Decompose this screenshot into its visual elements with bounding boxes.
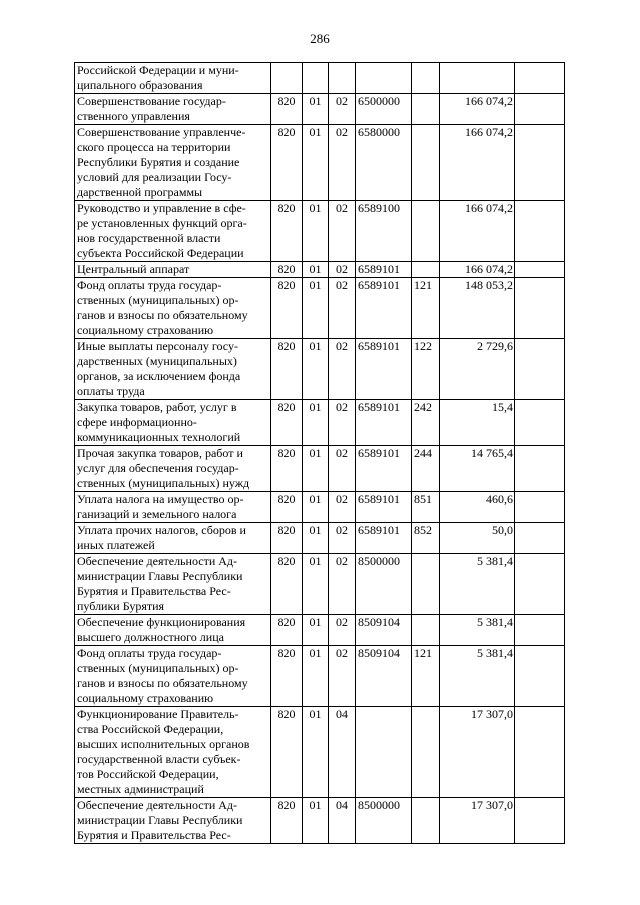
table-row [75,707,565,798]
row-ved-cell [271,63,303,94]
row-name-cell: Центральный аппарат [75,262,271,278]
row-sum-cell: 166 074,2 [440,125,515,201]
row-name-cell: Российской Федерации и муни- ципального образования [75,63,271,94]
row-extra-cell [515,278,565,339]
row-name-cell: Руководство и управление в сфе- ре установленных функций орга- нов государственной власти субъекта Российской Федерации [75,201,271,262]
row-name-cell: Иные выплаты персоналу госу- дарственных (муниципальных) органов, за исключением фонда оплаты труда [75,339,271,400]
table-row [75,554,565,615]
budget-table [74,62,565,844]
row-rz-cell: 01 [303,125,329,201]
row-pr-cell: 02 [329,262,356,278]
row-extra-cell [515,646,565,707]
table-row [75,615,565,646]
row-name-cell: Совершенствование управленче- ского процесса на территории Республики Бурятия и создание условий для реализации Госу- дарственной программы [75,125,271,201]
row-extra-cell [515,798,565,844]
row-csr-cell [356,63,412,94]
row-rz-cell: 01 [303,615,329,646]
row-name-cell: Обеспечение деятельности Ад- министрации Главы Республики Бурятия и Правительства Рес- [75,798,271,844]
row-csr-cell: 8509104 [356,615,412,646]
row-ved-cell: 820 [271,201,303,262]
row-csr-cell: 6589101 [356,523,412,554]
page-number: 286 [310,31,330,46]
row-extra-cell [515,400,565,446]
row-rz-cell: 01 [303,201,329,262]
row-sum-cell [440,63,515,94]
row-csr-cell: 6589101 [356,492,412,523]
row-rz-cell: 01 [303,278,329,339]
row-rz-cell: 01 [303,339,329,400]
row-rz-cell: 01 [303,94,329,125]
row-sum-cell: 148 053,2 [440,278,515,339]
row-csr-cell: 6589101 [356,278,412,339]
row-pr-cell: 04 [329,798,356,844]
row-csr-cell: 6500000 [356,94,412,125]
row-extra-cell [515,492,565,523]
row-pr-cell: 02 [329,201,356,262]
row-csr-cell: 6589100 [356,201,412,262]
row-extra-cell [515,63,565,94]
row-pr-cell: 02 [329,492,356,523]
row-sum-cell: 166 074,2 [440,201,515,262]
row-name-cell: Функционирование Правитель- ства Российской Федерации, высших исполнительных органов государственной власти субъек- тов Российской Федерации, местных администраций [75,707,271,798]
row-extra-cell [515,554,565,615]
row-sum-cell: 14 765,4 [440,446,515,492]
row-name-cell: Закупка товаров, работ, услуг в сфере информационно- коммуникационных технологий [75,400,271,446]
row-vr-cell: 852 [412,523,440,554]
row-csr-cell: 8500000 [356,554,412,615]
row-rz-cell: 01 [303,554,329,615]
row-sum-cell: 50,0 [440,523,515,554]
row-csr-cell: 6589101 [356,339,412,400]
table-row [75,523,565,554]
table-row [75,94,565,125]
row-vr-cell [412,554,440,615]
row-pr-cell: 04 [329,707,356,798]
row-csr-cell: 6580000 [356,125,412,201]
row-rz-cell: 01 [303,400,329,446]
row-csr-cell: 6589101 [356,400,412,446]
row-ved-cell: 820 [271,646,303,707]
row-ved-cell: 820 [271,798,303,844]
row-rz-cell: 01 [303,523,329,554]
table-row [75,125,565,201]
row-sum-cell: 17 307,0 [440,707,515,798]
row-vr-cell [412,94,440,125]
row-name-cell: Уплата налога на имущество ор- ганизаций и земельного налога [75,492,271,523]
row-csr-cell: 8509104 [356,646,412,707]
table-row [75,63,565,94]
row-name-cell: Прочая закупка товаров, работ и услуг для обеспечения государ- ственных (муниципальных) нужд [75,446,271,492]
table-body [75,63,565,844]
row-extra-cell [515,615,565,646]
row-ved-cell: 820 [271,94,303,125]
row-extra-cell [515,94,565,125]
row-sum-cell: 17 307,0 [440,798,515,844]
row-csr-cell: 6589101 [356,262,412,278]
row-sum-cell: 166 074,2 [440,94,515,125]
row-sum-cell: 5 381,4 [440,615,515,646]
row-extra-cell [515,707,565,798]
row-vr-cell: 242 [412,400,440,446]
row-ved-cell: 820 [271,339,303,400]
row-ved-cell: 820 [271,125,303,201]
row-sum-cell: 460,6 [440,492,515,523]
row-ved-cell: 820 [271,492,303,523]
row-csr-cell [356,707,412,798]
table-row [75,646,565,707]
row-vr-cell [412,615,440,646]
row-ved-cell: 820 [271,615,303,646]
row-vr-cell: 851 [412,492,440,523]
row-rz-cell: 01 [303,798,329,844]
row-rz-cell [303,63,329,94]
row-sum-cell: 2 729,6 [440,339,515,400]
row-ved-cell: 820 [271,554,303,615]
row-extra-cell [515,446,565,492]
table-row [75,262,565,278]
table-row [75,492,565,523]
row-pr-cell: 02 [329,554,356,615]
row-name-cell: Обеспечение деятельности Ад- министрации Главы Республики Бурятия и Правительства Рес- публики Бурятия [75,554,271,615]
row-sum-cell: 166 074,2 [440,262,515,278]
row-rz-cell: 01 [303,262,329,278]
row-csr-cell: 6589101 [356,446,412,492]
row-pr-cell: 02 [329,339,356,400]
table-row [75,201,565,262]
table-row [75,798,565,844]
row-ved-cell: 820 [271,400,303,446]
row-name-cell: Обеспечение функционирования высшего должностного лица [75,615,271,646]
row-pr-cell: 02 [329,125,356,201]
table-row [75,446,565,492]
row-vr-cell [412,707,440,798]
row-vr-cell: 121 [412,278,440,339]
row-vr-cell [412,201,440,262]
row-vr-cell: 244 [412,446,440,492]
row-extra-cell [515,125,565,201]
row-pr-cell [329,63,356,94]
row-ved-cell: 820 [271,523,303,554]
row-vr-cell [412,125,440,201]
row-extra-cell [515,523,565,554]
row-sum-cell: 15,4 [440,400,515,446]
row-rz-cell: 01 [303,492,329,523]
row-name-cell: Уплата прочих налогов, сборов и иных платежей [75,523,271,554]
row-ved-cell: 820 [271,707,303,798]
row-ved-cell: 820 [271,446,303,492]
row-pr-cell: 02 [329,400,356,446]
row-name-cell: Совершенствование государ- ственного управления [75,94,271,125]
row-extra-cell [515,201,565,262]
row-extra-cell [515,339,565,400]
row-vr-cell: 122 [412,339,440,400]
row-pr-cell: 02 [329,646,356,707]
row-sum-cell: 5 381,4 [440,554,515,615]
row-vr-cell [412,798,440,844]
row-vr-cell [412,262,440,278]
row-ved-cell: 820 [271,278,303,339]
row-pr-cell: 02 [329,94,356,125]
row-name-cell: Фонд оплаты труда государ- ственных (муниципальных) ор- ганов и взносы по обязательному социальному страхованию [75,278,271,339]
table-row [75,339,565,400]
row-pr-cell: 02 [329,615,356,646]
row-rz-cell: 01 [303,446,329,492]
row-rz-cell: 01 [303,646,329,707]
row-pr-cell: 02 [329,278,356,339]
row-vr-cell [412,63,440,94]
row-rz-cell: 01 [303,707,329,798]
row-sum-cell: 5 381,4 [440,646,515,707]
row-name-cell: Фонд оплаты труда государ- ственных (муниципальных) ор- ганов и взносы по обязательному социальному страхованию [75,646,271,707]
row-pr-cell: 02 [329,446,356,492]
table-row [75,400,565,446]
row-csr-cell: 8500000 [356,798,412,844]
row-ved-cell: 820 [271,262,303,278]
row-extra-cell [515,262,565,278]
table-row [75,278,565,339]
row-pr-cell: 02 [329,523,356,554]
row-vr-cell: 121 [412,646,440,707]
